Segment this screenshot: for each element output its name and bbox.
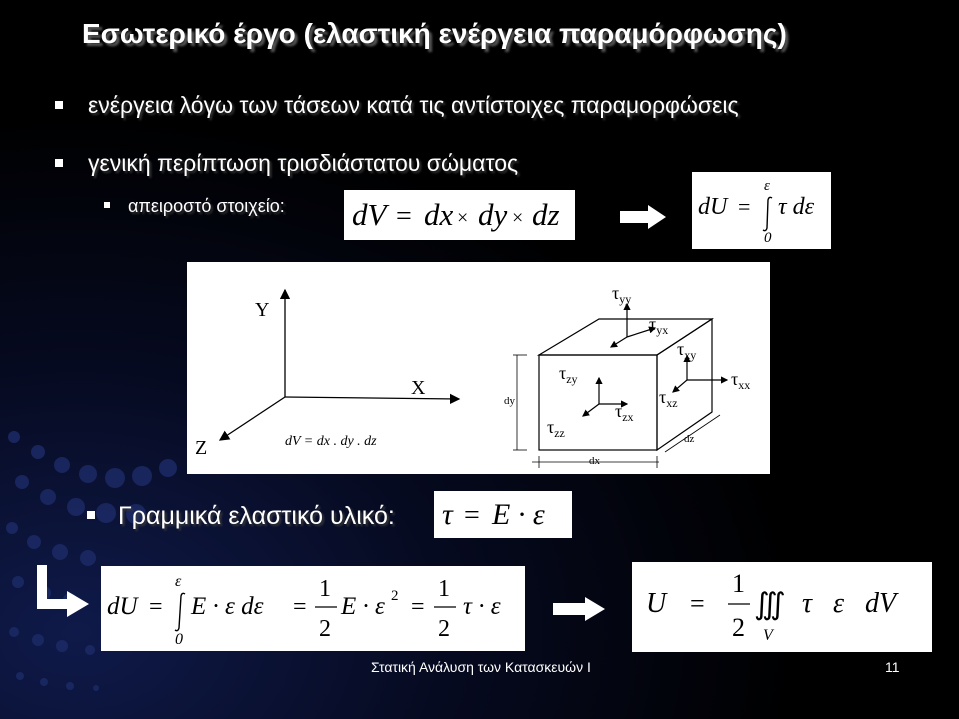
volume-caption: dV = dx . dy . dz bbox=[285, 434, 377, 449]
svg-text:τ · ε: τ · ε bbox=[463, 593, 501, 620]
bullet-square-icon bbox=[87, 511, 95, 519]
u-total-equation bbox=[632, 562, 932, 652]
du-linear-box bbox=[101, 566, 525, 651]
bullet-linear-text: Γραμμικά ελαστικό υλικό: bbox=[118, 502, 395, 530]
stress-zx-label: zx bbox=[622, 410, 634, 424]
svg-text:V: V bbox=[763, 627, 773, 644]
svg-text:=: = bbox=[738, 194, 751, 219]
svg-text:τyy: $\tau_{yy}$ bbox=[612, 283, 632, 306]
svg-text:1: 1 bbox=[732, 569, 745, 598]
svg-text:×: × bbox=[457, 207, 469, 229]
svg-text:E · ε dε: E · ε dε bbox=[191, 593, 264, 620]
bullet-general-text: γενική περίπτωση τρισδιάστατου σώματος bbox=[88, 150, 519, 176]
svg-text:E · ε: E · ε bbox=[341, 593, 385, 620]
svg-text:τzx: $\tau_{zx}$ bbox=[615, 401, 634, 424]
hooke-law-equation bbox=[434, 491, 572, 538]
stress-element-drawing bbox=[187, 262, 770, 474]
svg-text:ε: ε bbox=[175, 573, 182, 590]
du-linear-equation bbox=[101, 566, 525, 651]
svg-text:τ: τ bbox=[442, 498, 453, 531]
du-integral-box bbox=[692, 172, 831, 249]
dim-dy-label: dy bbox=[504, 395, 515, 407]
stress-zz-label: zz bbox=[554, 426, 565, 440]
axis-y-label: Y bbox=[255, 299, 270, 321]
bullet-square-icon bbox=[55, 159, 63, 167]
axis-x-label: X bbox=[411, 377, 426, 399]
bullet-element-text: απειροστό στοιχείο: bbox=[128, 196, 285, 216]
svg-text:τyx: $\tau_{yx}$ bbox=[649, 314, 669, 337]
svg-text:E · ε: E · ε bbox=[492, 498, 545, 531]
svg-text:τ dε: τ dε bbox=[778, 194, 815, 220]
du-integral-equation bbox=[692, 172, 831, 249]
svg-text:τxx: $\tau_{xx}$ bbox=[731, 369, 751, 392]
svg-text:=: = bbox=[690, 589, 705, 618]
stress-zy-label: zy bbox=[566, 372, 578, 386]
svg-text:1: 1 bbox=[319, 576, 331, 602]
svg-text:1: 1 bbox=[438, 576, 450, 602]
svg-text:τxz: $\tau_{xz}$ bbox=[659, 387, 678, 410]
right-arrow-icon bbox=[620, 205, 666, 229]
slide-title: Εσωτερικό έργο (ελαστική ενέργεια παραμόρφωσης) bbox=[82, 18, 787, 49]
svg-text:0: 0 bbox=[175, 631, 183, 648]
svg-text:τzz: $\tau_{zz}$ bbox=[547, 417, 565, 440]
svg-text:×: × bbox=[512, 207, 524, 229]
svg-text:∭: ∭ bbox=[754, 588, 786, 621]
footer-page-number: 11 bbox=[885, 659, 900, 675]
svg-text:dU: dU bbox=[698, 194, 728, 220]
svg-text:=: = bbox=[411, 594, 425, 620]
hooke-law-box bbox=[434, 491, 572, 538]
svg-text:τ ε dV: τ ε dV bbox=[802, 588, 897, 619]
volume-equation bbox=[344, 190, 575, 240]
svg-text:τzy: $\tau_{zy}$ bbox=[559, 363, 578, 386]
axis-z-label: Z bbox=[195, 437, 208, 459]
svg-text:dy: dy bbox=[478, 197, 508, 232]
corner-arrow-icon bbox=[37, 565, 89, 619]
right-arrow-icon bbox=[553, 597, 605, 621]
svg-text:ε: ε bbox=[764, 178, 770, 194]
stress-yy-label: yy bbox=[619, 292, 632, 306]
svg-text:=: = bbox=[464, 500, 480, 531]
svg-text:dz: dz bbox=[532, 197, 560, 232]
u-total-box bbox=[632, 562, 932, 652]
stress-xx-label: xx bbox=[738, 378, 751, 392]
svg-text:2: 2 bbox=[391, 588, 399, 604]
svg-text:2: 2 bbox=[319, 616, 331, 642]
svg-text:U: U bbox=[646, 588, 667, 619]
dim-dx-label: dx bbox=[589, 455, 600, 467]
dim-dz-label: dz bbox=[684, 433, 695, 445]
bullet-square-icon bbox=[55, 101, 63, 109]
svg-text:τxy: $\tau_{xy}$ bbox=[677, 339, 697, 362]
svg-text:2: 2 bbox=[438, 616, 450, 642]
bullet-square-icon bbox=[104, 202, 110, 208]
stress-xy-label: xy bbox=[684, 348, 697, 362]
svg-text:=: = bbox=[396, 201, 412, 232]
svg-text:0: 0 bbox=[764, 230, 772, 246]
footer-course-title: Στατική Ανάλυση των Κατασκευών I bbox=[371, 659, 591, 675]
stress-xz-label: xz bbox=[666, 396, 678, 410]
svg-text:dx: dx bbox=[424, 197, 454, 232]
stress-element-diagram bbox=[187, 262, 770, 474]
svg-text:dU: dU bbox=[107, 593, 138, 620]
volume-equation-box bbox=[344, 190, 575, 240]
svg-text:=: = bbox=[149, 594, 163, 620]
svg-text:2: 2 bbox=[732, 613, 745, 642]
stress-yx-label: yx bbox=[656, 323, 669, 337]
svg-text:dV: dV bbox=[352, 197, 387, 232]
svg-text:=: = bbox=[293, 594, 307, 620]
bullet-energy-text: ενέργεια λόγω των τάσεων κατά τις αντίστοιχες παραμορφώσεις bbox=[88, 92, 739, 118]
